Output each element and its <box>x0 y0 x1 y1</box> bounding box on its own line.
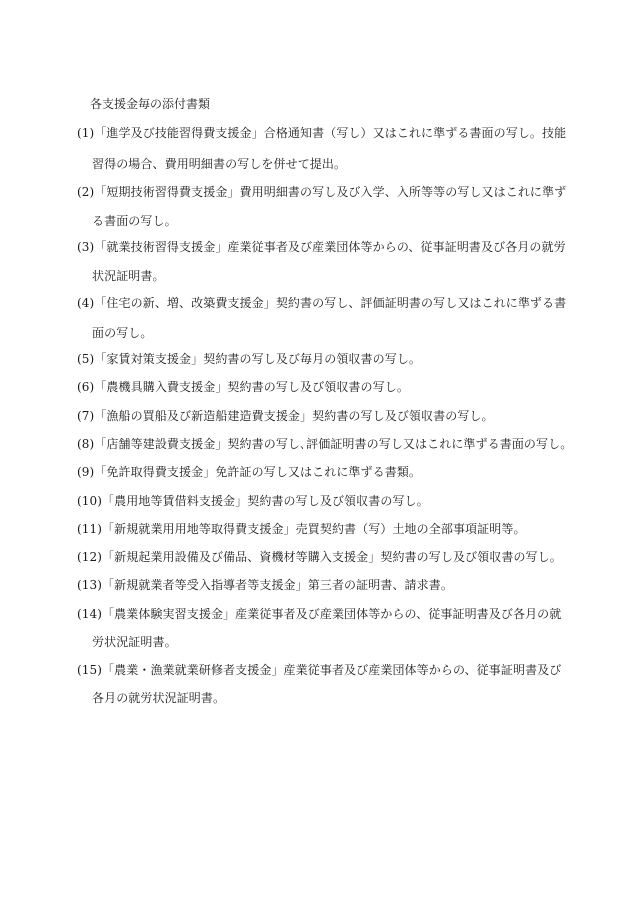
list-item <box>77 662 561 678</box>
item-number: (8) <box>77 437 95 451</box>
list-item-continuation: 各月の就労状況証明書。 <box>92 691 226 705</box>
list-item <box>77 436 572 452</box>
item-number: (7) <box>77 409 95 423</box>
item-text: 「農業・漁業就業研修者支援金」産業従事者及び産業団体等からの、従事証明書及び <box>102 663 562 677</box>
item-text: 「短期技術習得費支援金」費用明細書の写し及び入学、入所等等の写し又はこれに準ず <box>94 185 567 199</box>
item-number: (3) <box>77 240 95 254</box>
list-item-continuation: る書面の写し。 <box>92 214 177 228</box>
item-text: 「農機具購入費支援金」契約書の写し及び領収書の写し。 <box>94 380 409 394</box>
item-number: (6) <box>77 380 95 394</box>
item-text: 「住宅の新、増、改築費支援金」契約書の写し、評価証明書の写し又はこれに準ずる書 <box>94 296 567 310</box>
item-text: 「進学及び技能習得費支援金」合格通知書（写し）又はこれに準ずる書面の写し。技能 <box>94 126 567 140</box>
item-number: (10) <box>77 494 103 508</box>
list-item <box>77 351 421 367</box>
item-number: (5) <box>77 352 95 366</box>
item-number: (4) <box>77 296 95 310</box>
item-number: (2) <box>77 185 95 199</box>
item-text: 「漁船の買船及び新造船建造費支援金」契約書の写し及び領収書の写し。 <box>94 409 494 423</box>
list-item <box>77 379 409 395</box>
item-number: (12) <box>77 550 103 564</box>
item-text: 「農業体験実習支援金」産業従事者及び産業団体等からの、従事証明書及び各月の就 <box>102 607 562 621</box>
list-item <box>77 408 494 424</box>
list-item <box>77 125 566 141</box>
item-text: 「新規就業用用地等取得費支援金」売買契約書（写）土地の全部事項証明等。 <box>102 522 526 536</box>
list-item-continuation: 状況証明書。 <box>92 269 165 283</box>
list-item <box>77 295 566 311</box>
item-number: (9) <box>77 465 95 479</box>
list-item-continuation: 労状況証明書。 <box>92 635 177 649</box>
list-item <box>77 239 566 255</box>
list-item <box>77 521 526 537</box>
list-item <box>77 606 561 622</box>
item-number: (14) <box>77 607 103 621</box>
item-number: (11) <box>77 522 103 536</box>
item-text: 「新規就業者等受入指導者等支援金」第三者の証明書、請求書。 <box>102 578 453 592</box>
item-text: 「家賃対策支援金」契約書の写し及び毎月の領収書の写し。 <box>94 352 422 366</box>
list-item-continuation: 面の写し。 <box>92 326 153 340</box>
list-item <box>77 184 566 200</box>
list-item <box>77 464 421 480</box>
item-number: (15) <box>77 663 103 677</box>
document-title: 各支援金毎の添付書類 <box>90 97 211 111</box>
item-text: 「店舗等建設費支援金」契約書の写し､評価証明書の写し又はこれに準ずる書面の写し。 <box>94 437 573 451</box>
item-text: 「農用地等賃借料支援金」契約書の写し及び領収書の写し。 <box>102 494 429 508</box>
list-item-continuation: 習得の場合、費用明細書の写しを併せて提出。 <box>92 157 347 171</box>
item-number: (1) <box>77 126 95 140</box>
item-text: 「就業技術習得支援金」産業従事者及び産業団体等からの、従事証明書及び各月の就労 <box>94 240 566 254</box>
item-text: 「新規起業用設備及び備品、資機材等購入支援金」契約書の写し及び領収書の写し。 <box>102 550 562 564</box>
list-item <box>77 493 429 509</box>
item-number: (13) <box>77 578 103 592</box>
list-item <box>77 549 562 565</box>
item-text: 「免許取得費支援金」免許証の写し又はこれに準ずる書類。 <box>94 465 422 479</box>
list-item <box>77 577 453 593</box>
